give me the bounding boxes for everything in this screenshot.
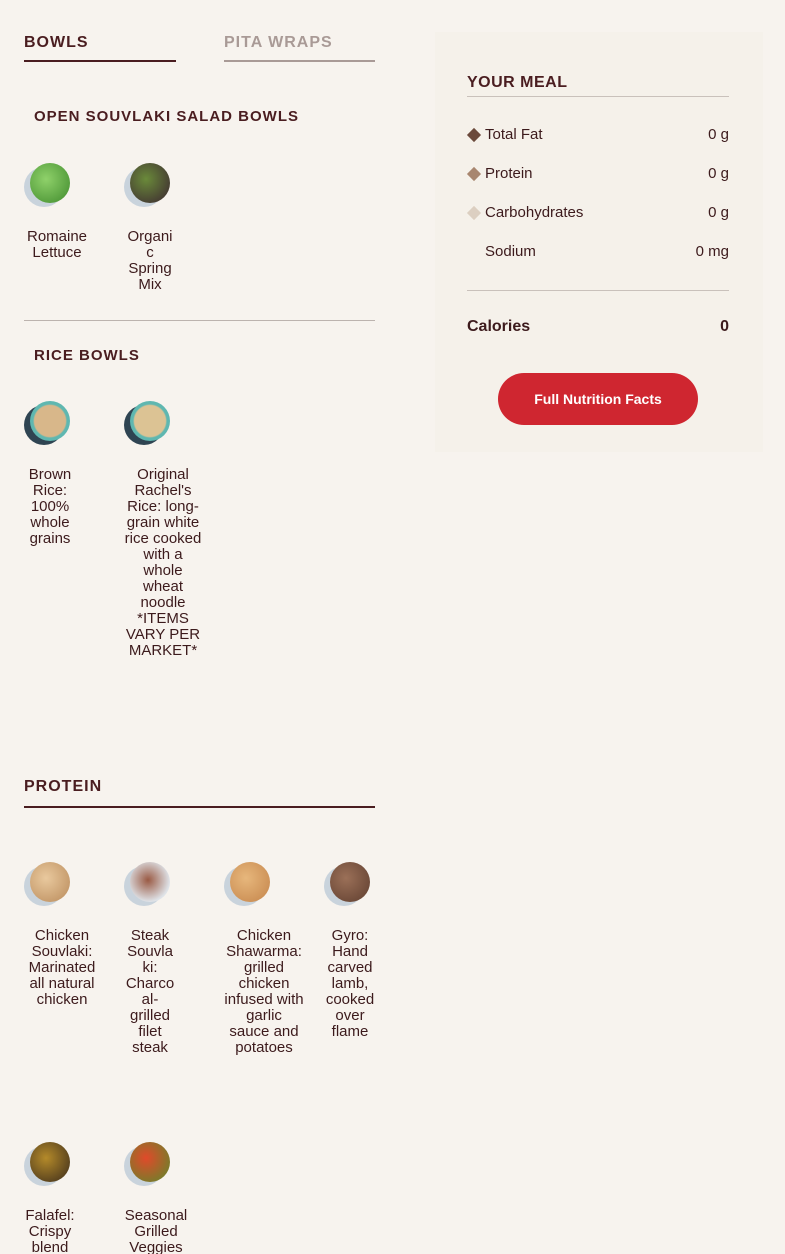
gyro-image [324, 862, 370, 908]
nutrition-row-total-fat [467, 126, 729, 146]
item-label: Gyro: Hand carved lamb, cooked over flame [325, 927, 375, 1040]
salad-bowls-heading: OPEN SOUVLAKI SALAD BOWLS [34, 108, 300, 125]
option-original-rice[interactable] [124, 401, 204, 659]
tab-bowls[interactable]: BOWLS [24, 32, 176, 62]
nutrition-label: Total Fat [485, 126, 543, 143]
option-gyro[interactable] [324, 862, 404, 1040]
tab-pita-wraps[interactable]: PITA WRAPS [224, 32, 375, 62]
total-fat-diamond-icon [467, 128, 481, 142]
protein-heading: PROTEIN [24, 778, 375, 808]
option-romaine-lettuce[interactable] [24, 163, 104, 261]
item-label: Chicken Shawarma: grilled chicken infused with garlic sauce and potatoes [224, 927, 304, 1056]
nutrition-label: Protein [485, 165, 533, 182]
original-rice-image [124, 401, 170, 447]
nutrition-row-carbohydrates [467, 204, 729, 224]
nutrition-value: 0 g [708, 204, 729, 221]
nutrition-value: 0 g [708, 126, 729, 143]
protein-diamond-icon [467, 167, 481, 181]
item-label: Organic Spring Mix [127, 228, 173, 293]
option-steak-souvlaki[interactable] [124, 862, 204, 1056]
option-chicken-shawarma[interactable] [224, 862, 304, 1056]
option-chicken-souvlaki[interactable] [24, 862, 104, 1008]
full-nutrition-facts-button[interactable]: Full Nutrition Facts [498, 373, 698, 425]
option-organic-spring-mix[interactable] [124, 163, 204, 293]
nutrition-row-sodium [467, 243, 729, 263]
romaine-lettuce-image [24, 163, 70, 209]
calories-row [467, 318, 729, 336]
your-meal-panel [435, 32, 763, 452]
nutrition-value: 0 g [708, 165, 729, 182]
your-meal-title: YOUR MEAL [467, 74, 729, 97]
chicken-shawarma-image [224, 862, 270, 908]
item-label: Original Rachel's Rice: long-grain white rice cooked with a whole wheat noodle *ITEMS VARY PER MARKET* [124, 466, 202, 659]
panel-divider [467, 290, 729, 291]
item-label: Falafel: Crispy blend [25, 1207, 75, 1254]
option-brown-rice[interactable] [24, 401, 104, 547]
nutrition-label: Carbohydrates [485, 204, 584, 221]
calories-value: 0 [720, 318, 729, 335]
item-label: Romaine Lettuce [26, 228, 88, 261]
spring-mix-image [124, 163, 170, 209]
chicken-souvlaki-image [24, 862, 70, 908]
item-label: Chicken Souvlaki: Marinated all natural chicken [28, 927, 96, 1008]
grilled-veggies-image [124, 1142, 170, 1188]
option-seasonal-grilled-veggies[interactable] [124, 1142, 204, 1254]
nutrition-value: 0 mg [695, 243, 729, 260]
item-label: Seasonal Grilled Veggies [124, 1207, 188, 1254]
category-tabs [24, 32, 375, 62]
steak-souvlaki-image [124, 862, 170, 908]
nutrition-row-protein [467, 165, 729, 185]
item-label: Steak Souvlaki: Charcoal-grilled filet steak [125, 927, 175, 1056]
falafel-image [24, 1142, 70, 1188]
carbohydrates-diamond-icon [467, 206, 481, 220]
nutrition-label: Sodium [485, 243, 536, 260]
section-divider [24, 320, 375, 321]
calories-label: Calories [467, 318, 531, 335]
item-label: Brown Rice: 100% whole grains [28, 466, 72, 547]
option-falafel[interactable] [24, 1142, 104, 1254]
rice-bowls-heading: RICE BOWLS [34, 347, 140, 364]
brown-rice-image [24, 401, 70, 447]
